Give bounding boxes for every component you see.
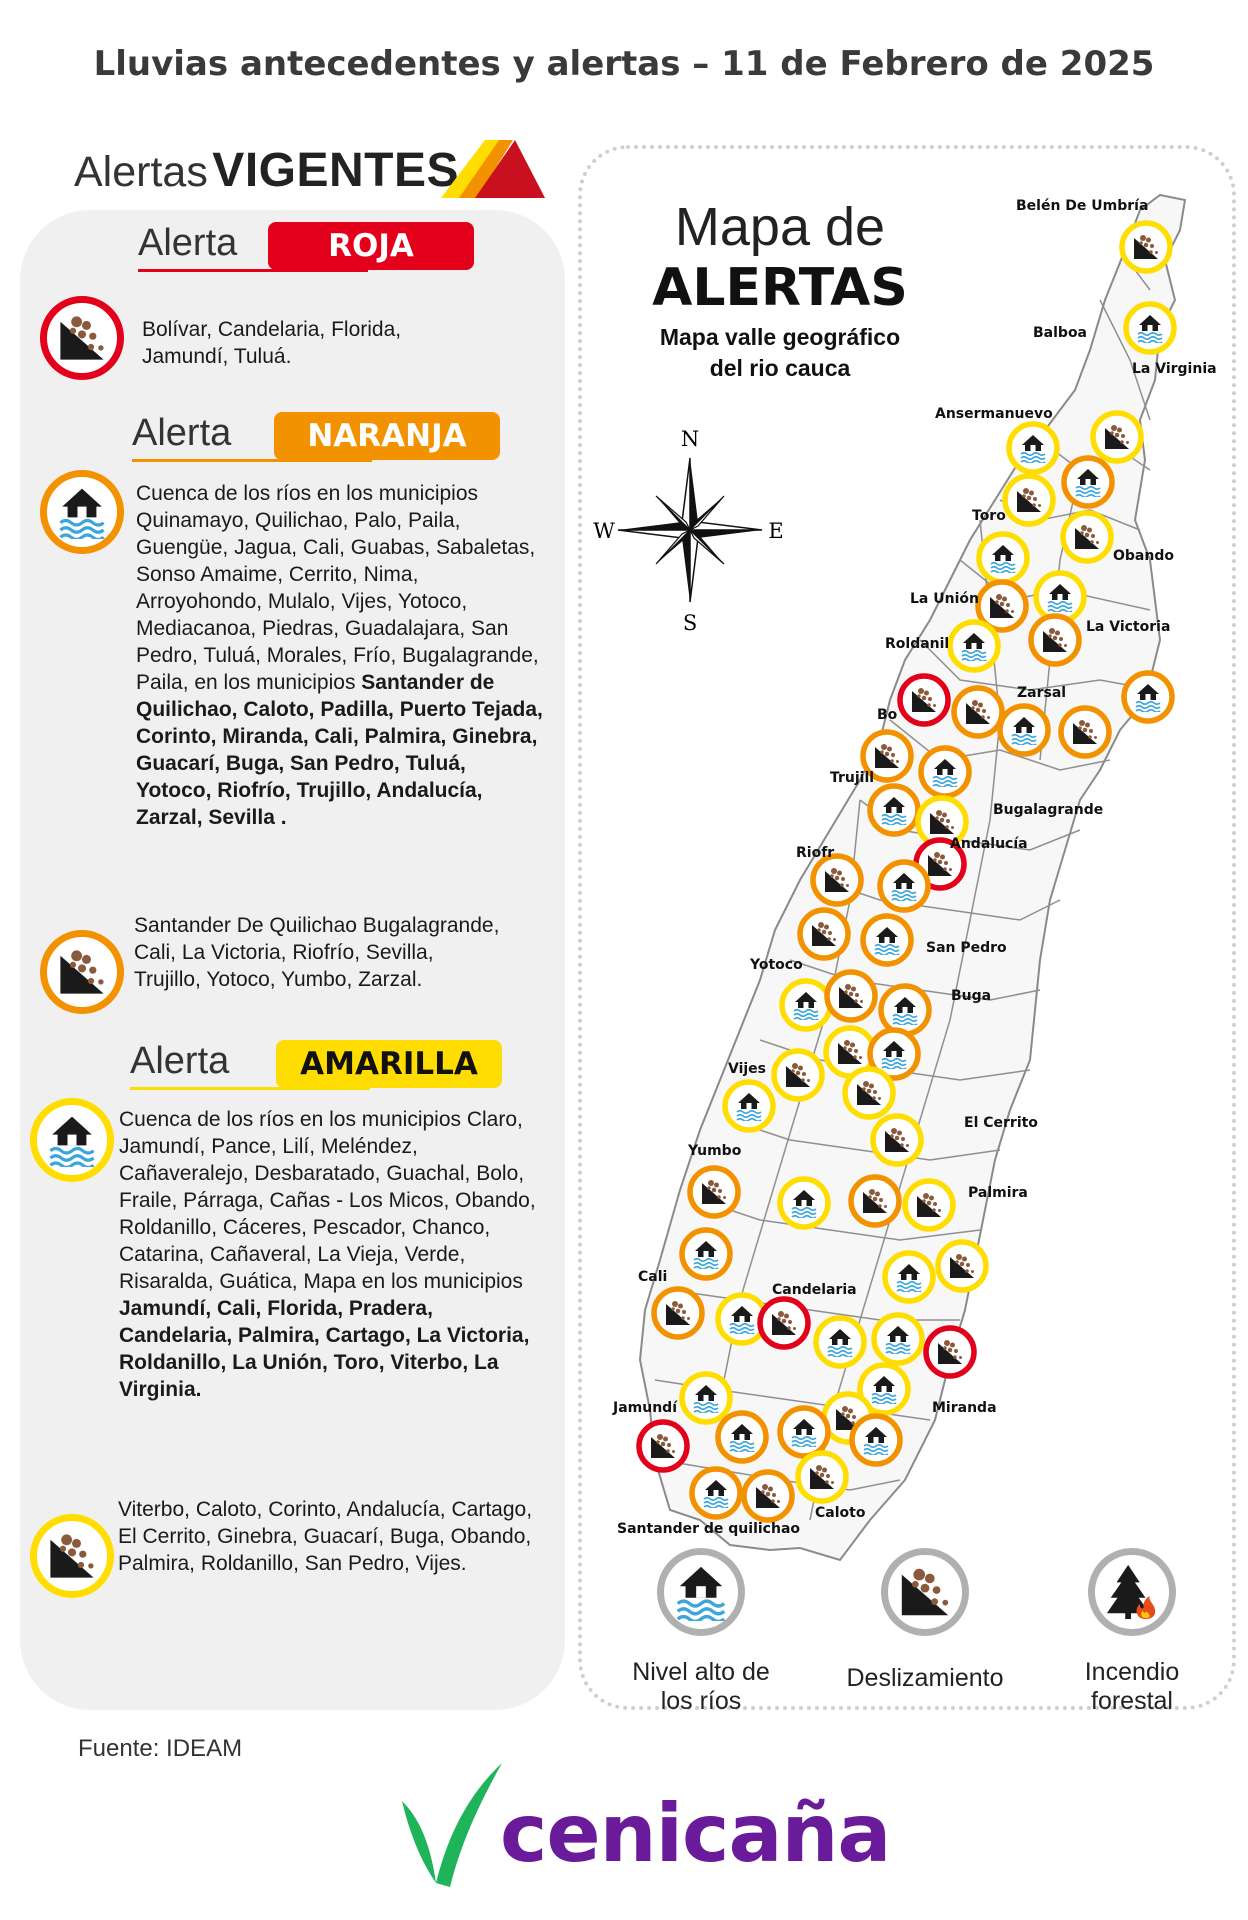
alert-naranja-municipios: Santander De Quilichao Bugalagrande, Cali, La Victoria, Riofrío, Sevilla, Trujillo, Yotoco, Yumbo, Zarzal.	[134, 914, 500, 991]
place-label: La Unión	[910, 591, 979, 607]
place-label: Trujill	[830, 770, 875, 786]
place-label: La Virginia	[1132, 361, 1217, 377]
forest-fire-icon	[1088, 1548, 1176, 1636]
landslide-icon	[1093, 413, 1141, 461]
river-flood-icon	[30, 1098, 114, 1182]
river-flood-icon	[852, 1416, 900, 1464]
river-flood-icon	[718, 1413, 766, 1461]
source-credit: Fuente: IDEAM	[78, 1735, 243, 1762]
place-label: La Victoria	[1086, 619, 1171, 635]
legend-river-flood: Nivel alto de los ríos	[616, 1548, 786, 1716]
river-flood-icon	[1126, 304, 1174, 352]
river-flood-icon	[921, 748, 969, 796]
landslide-icon	[1061, 708, 1109, 756]
landslide-icon	[690, 1168, 738, 1216]
page-title: Lluvias antecedentes y alertas – 11 de Febrero de 2025	[93, 44, 1155, 84]
place-label: Bugalagrande	[993, 802, 1104, 818]
compass-rose	[593, 427, 783, 635]
alert-amarilla-group-1	[30, 1098, 550, 1498]
river-flood-icon	[874, 1315, 922, 1363]
place-label: Miranda	[932, 1400, 997, 1416]
alert-amarilla-municipios: Viterbo, Caloto, Corinto, Andalucía, Cartago, El Cerrito, Ginebra, Guacarí, Buga, Obando, Palmira, Roldanillo, San Pedro, Vijes.	[118, 1498, 533, 1575]
landslide-icon	[900, 676, 948, 724]
river-flood-icon	[40, 470, 124, 554]
river-flood-icon	[1124, 673, 1172, 721]
place-label: Roldanil	[885, 636, 950, 652]
place-label: Jamundí	[613, 1400, 677, 1416]
place-label: Candelaria	[772, 1282, 857, 1298]
place-label: Caloto	[815, 1505, 866, 1521]
alert-level-badge: AMARILLA	[276, 1040, 502, 1088]
landslide-icon	[938, 1242, 986, 1290]
alert-triangles-icon	[441, 140, 545, 198]
place-label: Toro	[972, 508, 1006, 524]
place-label: El Cerrito	[964, 1115, 1038, 1131]
landslide-icon	[926, 1328, 974, 1376]
river-flood-icon	[682, 1230, 730, 1278]
river-flood-icon	[1064, 458, 1112, 506]
place-label: Yumbo	[688, 1143, 742, 1159]
valle-map	[578, 145, 1236, 1565]
landslide-icon	[954, 688, 1002, 736]
place-label: Ansermanuevo	[935, 406, 1053, 422]
river-flood-icon	[725, 1082, 773, 1130]
river-flood-icon	[880, 862, 928, 910]
place-label: Riofr	[796, 845, 835, 861]
landslide-icon	[774, 1051, 822, 1099]
map-title-line2: ALERTAS	[652, 258, 908, 318]
river-flood-icon	[863, 916, 911, 964]
alert-amarilla-header	[130, 1040, 520, 1090]
place-label: Bo	[877, 707, 898, 723]
place-label: Vijes	[728, 1061, 767, 1077]
compass-e: E	[768, 519, 784, 543]
place-label: Santander de quilichao	[617, 1521, 801, 1537]
landslide-icon	[873, 1116, 921, 1164]
alert-roja-group-1	[40, 296, 540, 386]
alert-word: Alerta	[132, 412, 232, 454]
alert-naranja-cuencas: Cuenca de los ríos en los municipios Quinamayo, Quilichao, Palo, Paila, Guengüe, Jagua, Cali, Guabas, Sabaletas, Sonso Amaime, Cerrito, Nima, Arroyohondo, Mulalo, Vijes, Yotoco, Mediacanoa, Piedras, Guadalajara, San Pedro, Tuluá, Morales, Frío, Bugalagrande, Paila, en los municipios Santander de Quilichao, Caloto, Padilla, Puerto Tejada, Corinto, Miranda, Cali, Palmira, Ginebra, Guacarí, Buga, San Pedro, Tuluá, Yotoco, Riofrío, Trujillo, Andalucía, Zarzal, Sevilla .	[136, 482, 543, 829]
landslide-icon	[1122, 223, 1170, 271]
landslide-icon	[40, 296, 124, 380]
river-flood-icon	[682, 1374, 730, 1422]
map-subtitle: Mapa valle geográfico del rio cauca	[659, 324, 901, 381]
cenicana-logo	[398, 1755, 891, 1905]
landslide-icon	[800, 910, 848, 958]
alert-amarilla-group-2	[30, 1496, 550, 1616]
river-flood-icon	[1000, 706, 1048, 754]
landslide-icon	[813, 856, 861, 904]
place-label: Zarsal	[1017, 685, 1067, 701]
landslide-icon	[1031, 616, 1079, 664]
landslide-icon	[1005, 476, 1053, 524]
river-flood-icon	[816, 1318, 864, 1366]
place-label: Cali	[638, 1269, 668, 1285]
river-flood-icon	[692, 1469, 740, 1517]
place-label: Belén De Umbría	[1016, 198, 1149, 214]
alert-roja-municipios: Bolívar, Candelaria, Florida, Jamundí, Tuluá.	[142, 318, 402, 368]
river-flood-icon	[782, 981, 830, 1029]
river-flood-icon	[780, 1408, 828, 1456]
landslide-icon	[760, 1299, 808, 1347]
river-flood-icon	[1009, 424, 1057, 472]
landslide-icon	[905, 1181, 953, 1229]
landslide-icon	[851, 1177, 899, 1225]
landslide-icon	[827, 972, 875, 1020]
legend-landslide: Deslizamiento	[840, 1548, 1010, 1693]
alertas-emphasis: VIGENTES	[212, 144, 460, 197]
river-flood-icon	[950, 622, 998, 670]
river-flood-icon	[657, 1548, 745, 1636]
landslide-icon	[639, 1422, 687, 1470]
compass-w: W	[593, 519, 615, 543]
alert-level-badge: ROJA	[268, 222, 474, 270]
alert-naranja-group-1	[40, 470, 550, 890]
river-flood-icon	[870, 786, 918, 834]
compass-s: S	[682, 611, 698, 635]
map-title-line1: Mapa de	[674, 197, 886, 257]
alert-word: Alerta	[130, 1040, 230, 1082]
landslide-icon	[30, 1514, 114, 1598]
alertas-prefix: Alertas	[74, 148, 208, 196]
alert-level-badge: NARANJA	[274, 412, 500, 460]
place-label: San Pedro	[926, 940, 1007, 956]
place-label: Andalucía	[950, 836, 1028, 852]
place-label: Palmira	[968, 1185, 1028, 1201]
landslide-icon	[654, 1289, 702, 1337]
alert-naranja-header	[132, 412, 512, 462]
river-flood-icon	[885, 1253, 933, 1301]
landslide-icon	[845, 1069, 893, 1117]
river-flood-icon	[780, 1179, 828, 1227]
place-label: Yotoco	[750, 957, 803, 973]
place-label: Obando	[1113, 548, 1174, 564]
logo-text: cenicaña	[500, 1787, 891, 1880]
alert-naranja-group-2	[40, 912, 550, 1032]
river-flood-icon	[881, 986, 929, 1034]
landslide-icon	[798, 1453, 846, 1501]
landslide-icon	[881, 1548, 969, 1636]
alert-word: Alerta	[138, 222, 238, 264]
alert-roja-header	[138, 222, 478, 272]
legend-forest-fire: Incendio forestal	[1047, 1548, 1217, 1716]
landslide-icon	[40, 930, 124, 1014]
compass-n: N	[680, 427, 700, 451]
landslide-icon	[1063, 513, 1111, 561]
place-label: Balboa	[1033, 325, 1088, 341]
river-flood-icon	[979, 534, 1027, 582]
alert-amarilla-cuencas: Cuenca de los ríos en los municipios Claro, Jamundí, Pance, Lilí, Meléndez, Cañaveralejo, Desbaratado, Guachal, Bolo, Fraile, Párraga, Cañas - Los Micos, Obando, Roldanillo, Cáceres, Pescador, Chanco, Catarina, Cañaveral, La Vieja, Verde, Risaralda, Guática, Mapa en los municipios Jamundí, Cali, Florida, Pradera, Candelaria, Palmira, Cartago, La Victoria, Roldanillo, La Unión, Toro, Viterbo, La Virginia.	[119, 1108, 536, 1401]
place-label: Buga	[951, 988, 992, 1004]
landslide-icon	[744, 1472, 792, 1520]
